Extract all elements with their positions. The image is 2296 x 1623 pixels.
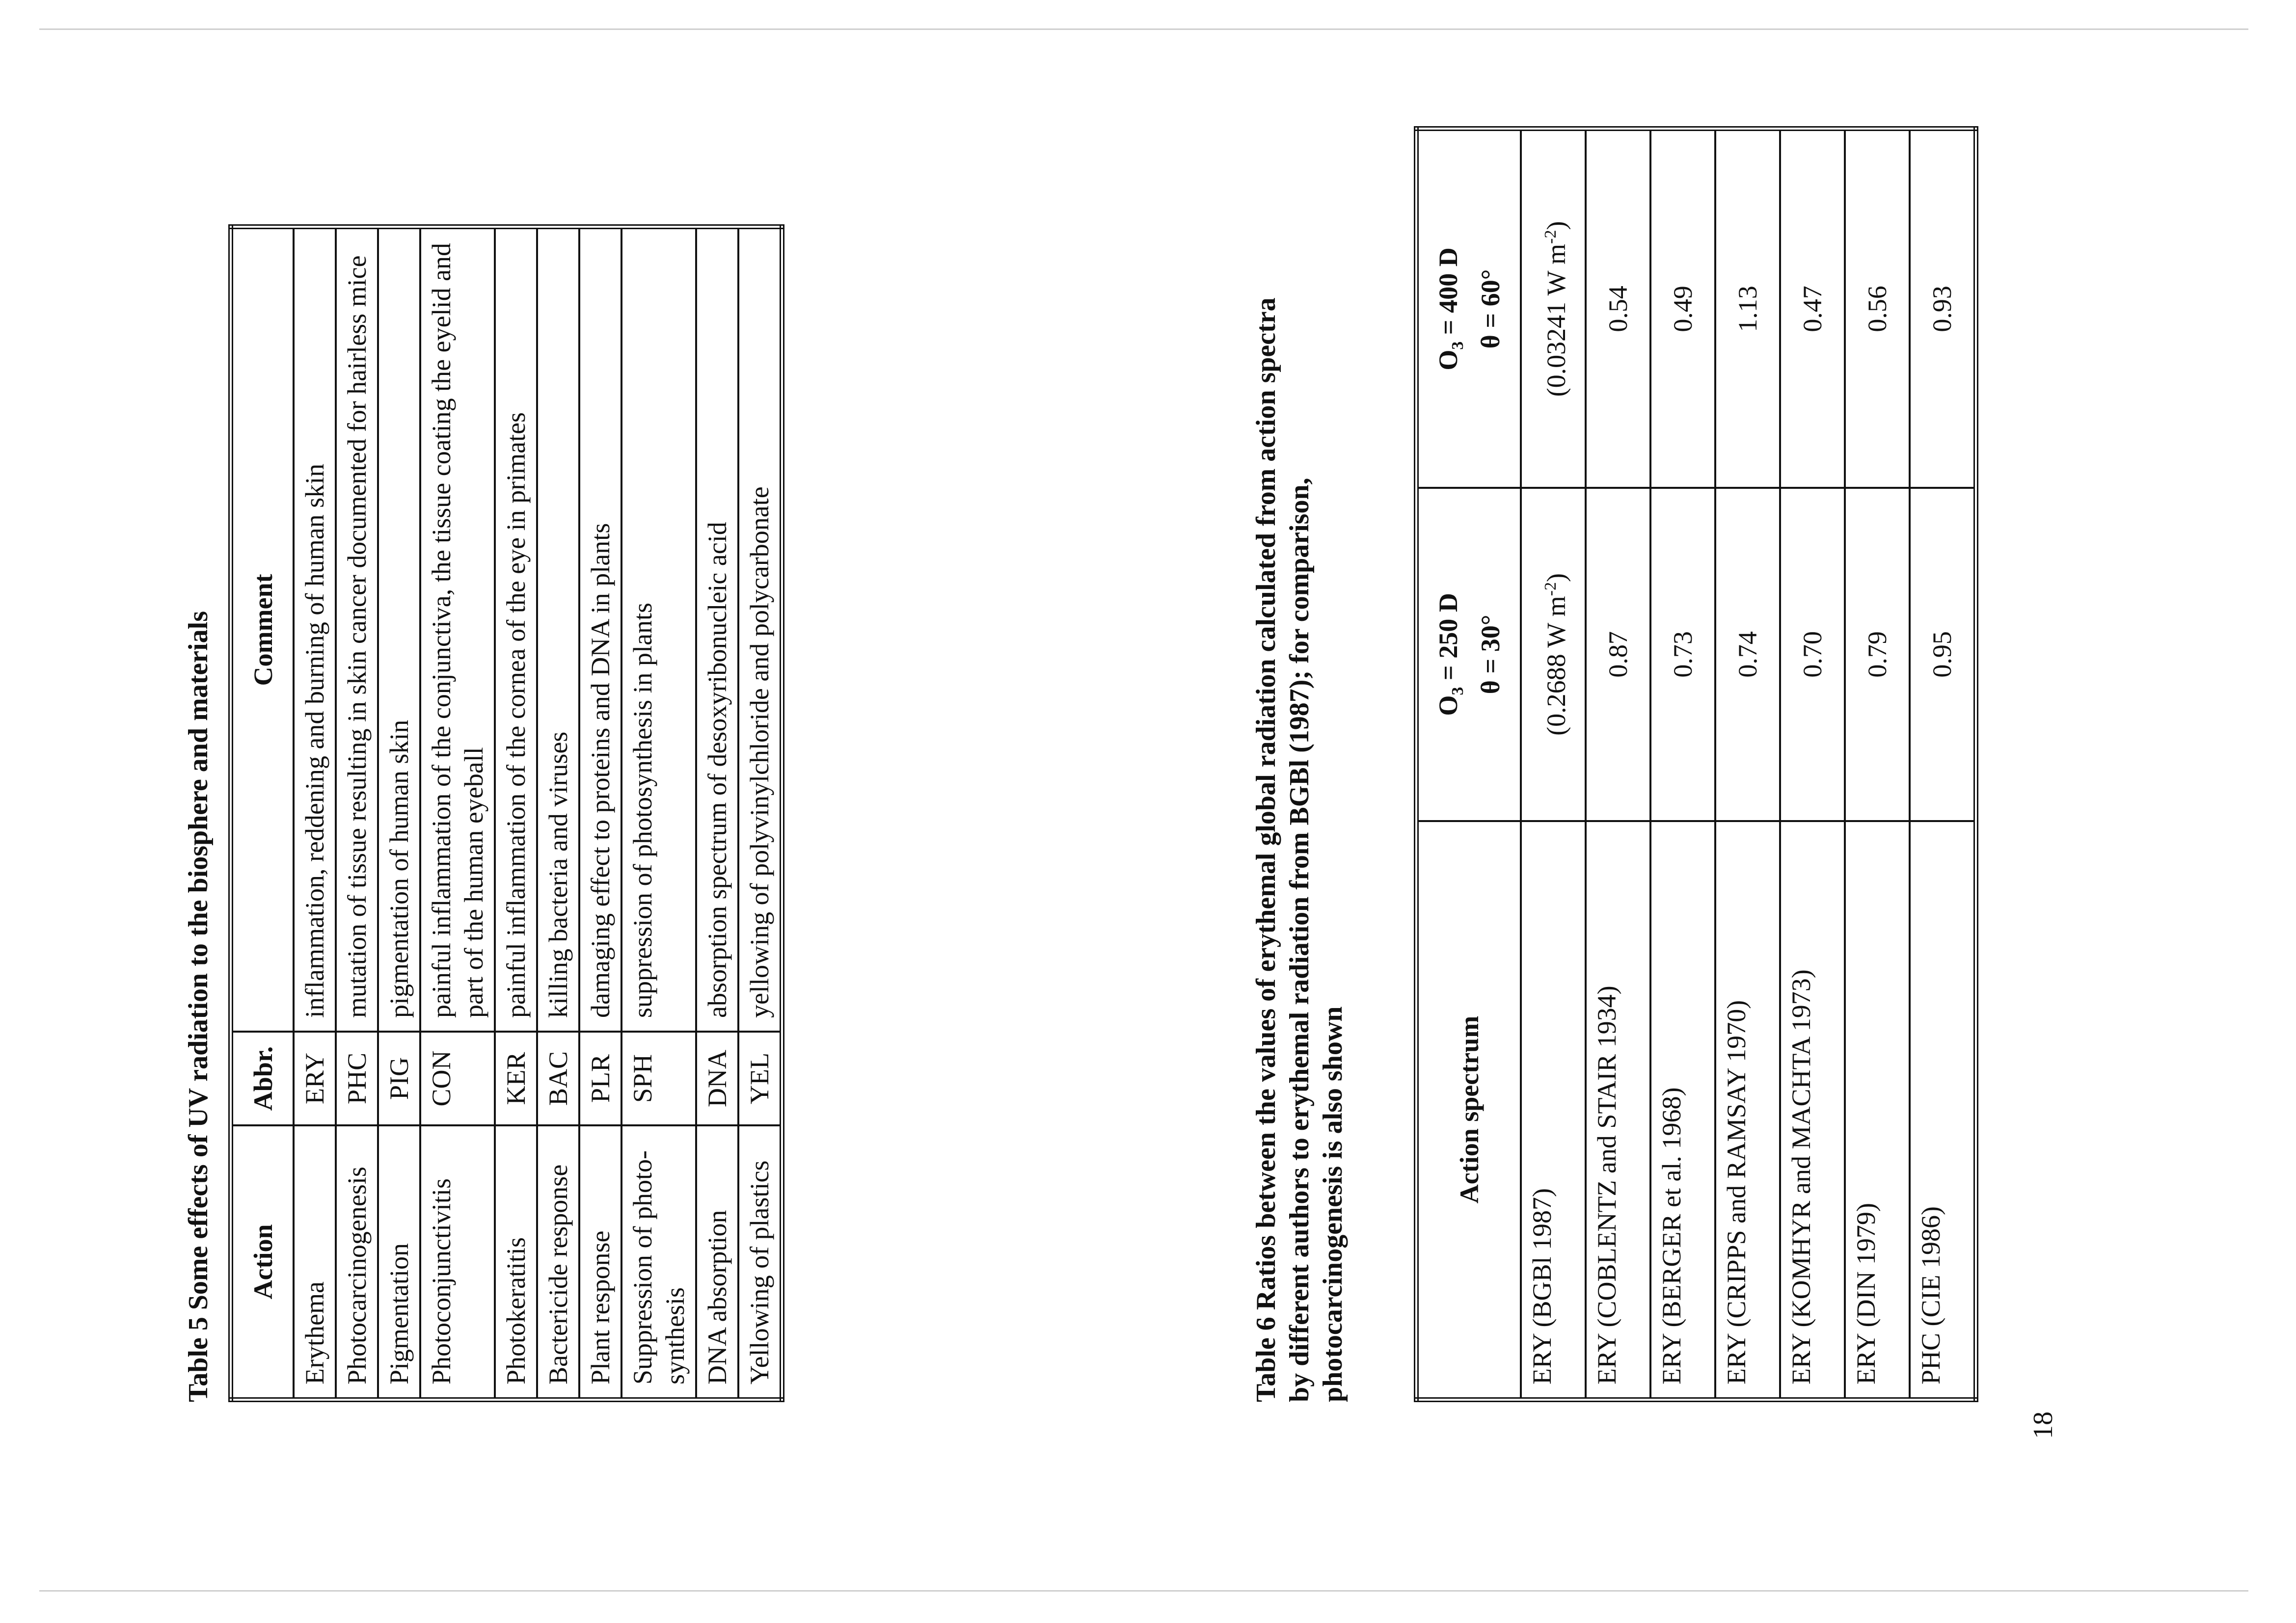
table6-header-row (1416, 129, 1521, 1400)
table6-header-250d-line2: θ = 30° (1475, 614, 1505, 694)
table5-comment-cell: damaging effect to proteins and DNA in plants (579, 227, 621, 1032)
table6-spectrum-cell: PHC (CIE 1986) (1910, 821, 1976, 1400)
table6-header-250d (1416, 488, 1521, 821)
table5-action-cell: DNA absorption (696, 1125, 738, 1400)
table6-caption: Table 6 Ratios between the values of erythemal global radiation calculated from action spectra by different authors to erythemal radiation from BGBl (1987); for comparison, photocarcinogenesis is also shown (1251, 297, 1348, 1402)
table5-comment-cell: killing bacteria and viruses (537, 227, 579, 1032)
table5-abbr-cell: SPH (621, 1032, 696, 1125)
table5-action-cell: Bactericide response (537, 1125, 579, 1400)
table6-value-400d-cell: 0.56 (1845, 129, 1910, 488)
table5-comment-cell: inflammation, reddening and burning of human skin (294, 227, 336, 1032)
table6-value-400d-cell: 0.47 (1780, 129, 1845, 488)
table5-comment-cell: absorption spectrum of desoxyribonucleic acid (696, 227, 738, 1032)
table5-row (696, 227, 738, 1400)
table6-value-400d-cell: 0.54 (1586, 129, 1650, 488)
table6-row (1910, 129, 1976, 1400)
table5-comment-cell: pigmentation of human skin (378, 227, 420, 1032)
table6-spectrum-cell: ERY (COBLENTZ and STAIR 1934) (1586, 821, 1650, 1400)
table5-abbr-cell: CON (420, 1032, 495, 1125)
table6-value-250d-cell: 0.74 (1715, 488, 1780, 821)
table5-abbr-cell: PHC (336, 1032, 378, 1125)
table5-action-cell: Photocarcinogenesis (336, 1125, 378, 1400)
table5-action-cell: Plant response (579, 1125, 621, 1400)
table6 (1414, 126, 1978, 1402)
table6-header-400d-line2: θ = 60° (1475, 269, 1505, 349)
table6-row (1780, 129, 1845, 1400)
table6-spectrum-cell: ERY (KOMHYR and MACHTA 1973) (1780, 821, 1845, 1400)
table5-action-cell: Suppression of photo-synthesis (621, 1125, 696, 1400)
table6-ref-spectrum: ERY (BGBl 1987) (1521, 821, 1586, 1400)
table5-abbr-cell: DNA (696, 1032, 738, 1125)
table6-header-action: Action spectrum (1416, 821, 1521, 1400)
table6-row (1586, 129, 1650, 1400)
table6-ref-value-250d: (0.2688 W $m^{-2}$) (1521, 488, 1586, 821)
table6-spectrum-cell: ERY (DIN 1979) (1845, 821, 1910, 1400)
table5 (228, 224, 784, 1402)
table5-header-row (231, 227, 294, 1400)
table5-action-cell: Photokeratitis (495, 1125, 537, 1400)
table6-value-400d-cell: 0.93 (1910, 129, 1976, 488)
table5-comment-cell: painful inflammation of the conjunctiva, the tissue coating the eyelid and part of the human eyeball (420, 227, 495, 1032)
table5-comment-cell: yellowing of polyvinylchloride and polycarbonate (738, 227, 782, 1032)
table6-value-250d-cell: 0.73 (1650, 488, 1715, 821)
table5-action-cell: Erythema (294, 1125, 336, 1400)
table6-spectrum-cell: ERY (BERGER et al. 1968) (1650, 821, 1715, 1400)
table5-comment-cell: suppression of photosynthesis in plants (621, 227, 696, 1032)
table5-abbr-cell: PLR (579, 1032, 621, 1125)
table5-row (420, 227, 495, 1400)
table6-ref-row (1521, 129, 1586, 1400)
table6-spectrum-cell: ERY (CRIPPS and RAMSAY 1970) (1715, 821, 1780, 1400)
table5-row (294, 227, 336, 1400)
table5-row (378, 227, 420, 1400)
page-number: 18 (2028, 1411, 2058, 1439)
table5-row (336, 227, 378, 1400)
table6-header-400d-line1: $O_3 = 400$ D (1433, 247, 1467, 371)
table5-comment-cell: painful inflammation of the cornea of the eye in primates (495, 227, 537, 1032)
table5-header-comment: Comment (231, 227, 294, 1032)
table5-header-abbr: Abbr. (231, 1032, 294, 1125)
table6-value-250d-cell: 0.87 (1586, 488, 1650, 821)
table5-row (495, 227, 537, 1400)
table5-action-cell: Pigmentation (378, 1125, 420, 1400)
table5-row (537, 227, 579, 1400)
table5-action-cell: Yellowing of plastics (738, 1125, 782, 1400)
table6-row (1650, 129, 1715, 1400)
table6-value-400d-cell: 1.13 (1715, 129, 1780, 488)
table5-row (738, 227, 782, 1400)
table5-comment-cell: mutation of tissue resulting in skin cancer documented for hairless mice (336, 227, 378, 1032)
table5-row (579, 227, 621, 1400)
table6-row (1715, 129, 1780, 1400)
table5-caption: Table 5 Some effects of UV radiation to the biosphere and materials (183, 611, 214, 1402)
table5-abbr-cell: ERY (294, 1032, 336, 1125)
table6-row (1845, 129, 1910, 1400)
table5-header-action: Action (231, 1125, 294, 1400)
table6-header-250d-line1: $O_3 = 250$ D (1433, 593, 1467, 716)
table5-action-cell: Photoconjunctivitis (420, 1125, 495, 1400)
table6-header-400d (1416, 129, 1521, 488)
table5-abbr-cell: KER (495, 1032, 537, 1125)
table6-value-250d-cell: 0.79 (1845, 488, 1910, 821)
table5-abbr-cell: BAC (537, 1032, 579, 1125)
table5-abbr-cell: PIG (378, 1032, 420, 1125)
table6-value-250d-cell: 0.95 (1910, 488, 1976, 821)
table5-abbr-cell: YEL (738, 1032, 782, 1125)
table6-ref-value-400d: (0.03241 W $m^{-2}$) (1521, 129, 1586, 488)
table6-value-400d-cell: 0.49 (1650, 129, 1715, 488)
table6-value-250d-cell: 0.70 (1780, 488, 1845, 821)
table5-row (621, 227, 696, 1400)
